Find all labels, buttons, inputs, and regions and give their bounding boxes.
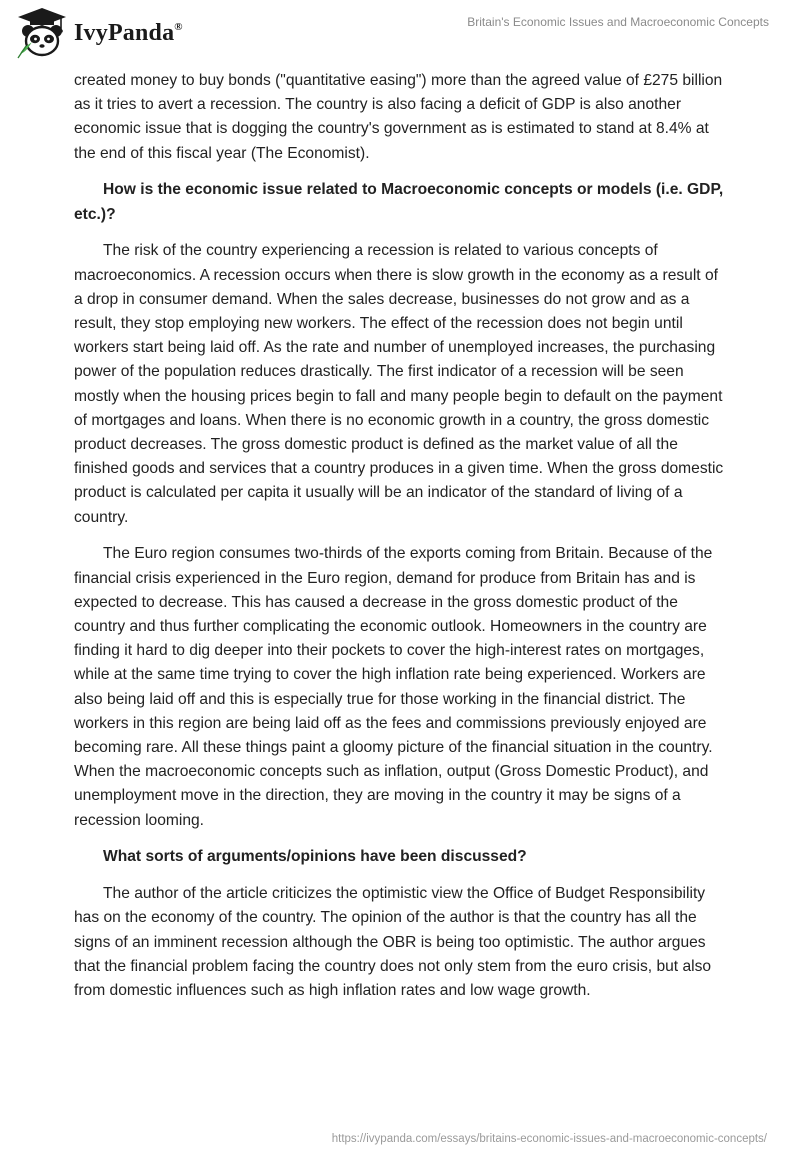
- panda-graduate-icon: [14, 6, 70, 60]
- essay-body: [74, 69, 726, 1016]
- registered-mark: ®: [174, 20, 183, 33]
- source-url[interactable]: https://ivypanda.com/essays/britains-economic-issues-and-macroeconomic-concepts/: [331, 1133, 767, 1145]
- paragraph-recession-concepts: The risk of the country experiencing a recession is related to various concepts of macroeconomics. A recession occurs when there is slow growth in the economy as a result of a drop in consumer demand. When the sales decrease, businesses do not grow and as a result, they stop employing new workers. The effect of the recession does not begin until workers start being laid off. As the rate and number of unemployed increases, the purchasing power of the population reduces drastically. The first indicator of a recession will be seen mostly when the housing prices begin to fall and many people begin to default on the payment of mortgages and loans. When there is no economic growth in a country, the gross domestic product decreases. The gross domestic product is defined as the market value of all the finished goods and services that a country produces in a given time. When the gross domestic product is calculated per capita it usually will be an indicator of the standard of living of a country.: [74, 242, 724, 526]
- question-heading-arguments: What sorts of arguments/opinions have been discussed?: [103, 848, 527, 866]
- ivypanda-logo[interactable]: [14, 6, 183, 60]
- question-heading-macroeconomic: How is the economic issue related to Macroeconomic concepts or models (i.e. GDP, etc.)?: [74, 181, 724, 223]
- running-title: Britain's Economic Issues and Macroeconomic Concepts: [467, 15, 769, 29]
- logo-wordmark: IvyPanda®: [74, 19, 183, 46]
- page-header: [0, 0, 800, 64]
- paragraph-euro-region: The Euro region consumes two-thirds of the exports coming from Britain. Because of the financial crisis experienced in the Euro region, demand for produce from Britain has and is expected to decrease. This has caused a decrease in the gross domestic product of the country and thus further complicating the economic outlook. Homeowners in the country are finding it hard to dig deeper into their pockets to cover the high-interest rates on mortgages, while at the same time trying to cover the high inflation rate being experienced. Workers are also being laid off and this is especially true for those working in the financial district. The workers in this region are being laid off as the fees and commissions previously enjoyed are becoming rare. All these things paint a gloomy picture of the financial situation in the country. When the macroeconomic concepts such as inflation, output (Gross Domestic Product), and unemployment move in the direction, they are moving in the country it may be signs of a recession looming.: [74, 545, 713, 829]
- paragraph-continuation: created money to buy bonds ("quantitative easing") more than the agreed value of £275 billion as it tries to avert a recession. The country is also facing a deficit of GDP is also another economic issue that is dogging the country's government as is estimated to stand at 8.4% at the end of this fiscal year (The Economist).: [74, 72, 723, 162]
- paragraph-author-opinion: The author of the article criticizes the optimistic view the Office of Budget Responsibility has on the economy of the country. The opinion of the author is that the country has all the signs of an imminent recession although the OBR is being too optimistic. The author argues that the financial problem facing the country does not only stem from the euro crisis, but also from domestic influences such as high inflation rates and low wage growth.: [74, 885, 712, 1000]
